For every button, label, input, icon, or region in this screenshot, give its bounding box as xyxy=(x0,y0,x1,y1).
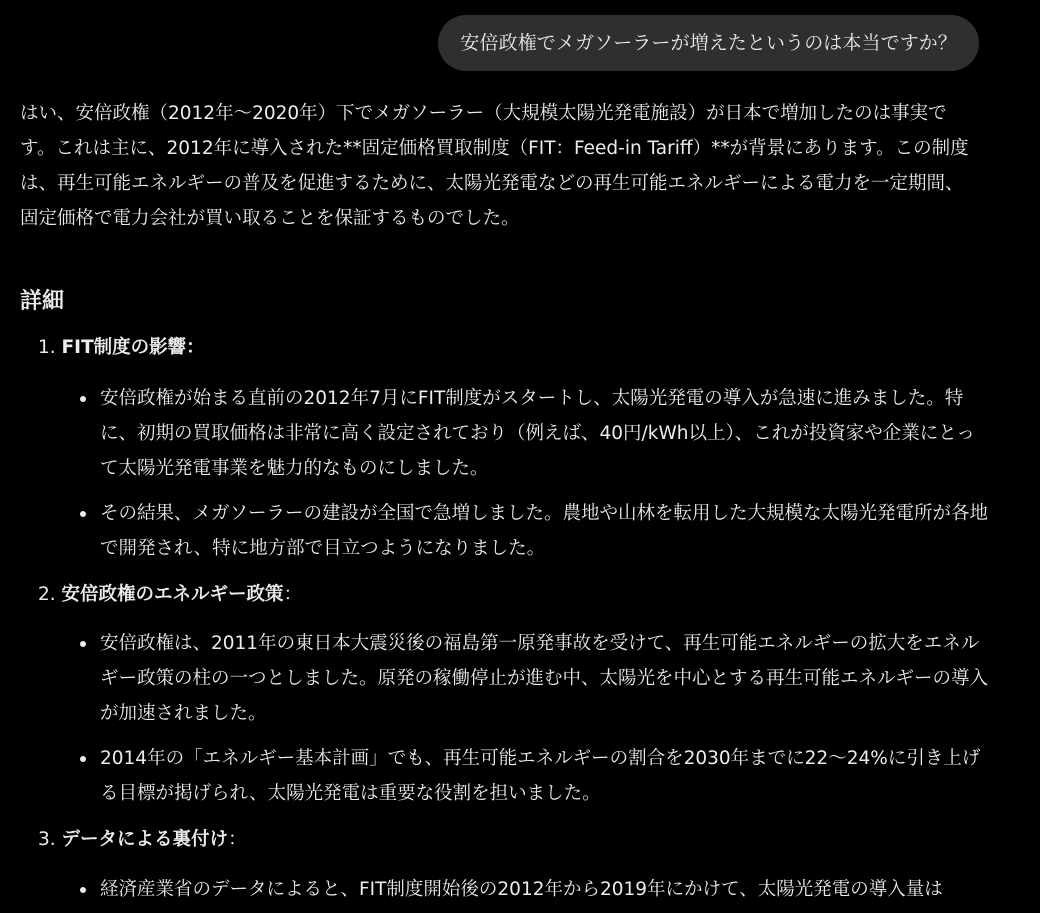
list-item: 安倍政権は、2011年の東日本大震災後の福島第一原発事故を受けて、再生可能エネルギーの拡大をエネルギー政策の柱の一つとしました。原発の稼働停止が進む中、太陽光を中心とする再生可能エネルギーの導入が加速されました。 xyxy=(78,626,990,731)
item-number: 1. xyxy=(38,337,56,358)
user-message-bubble: 安倍政権でメガソーラーが増えたというのは本当ですか？ xyxy=(438,15,979,71)
list-item: 2014年の「エネルギー基本計画」でも、再生可能エネルギーの割合を2030年までに22～24%に引き上げる目標が掲げられ、太陽光発電は重要な役割を担いました。 xyxy=(78,741,990,811)
bullet-list-2 xyxy=(78,626,990,811)
assistant-response xyxy=(20,96,989,900)
response-intro: はい、安倍政権（2012年～2020年）下でメガソーラー（大規模太陽光発電施設）が日本で増加したのは事実です。これは主に、2012年に導入された**固定価格買取制度（FIT：Feed-in Tariff）**が背景にあります。この制度は、再生可能エネルギーの普及を促進するために、太陽光発電などの再生可能エネルギーによる電力を一定期間、固定価格で電力会社が買い取ることを保証するものでした。 xyxy=(20,103,969,229)
list-item: その結果、メガソーラーの建設が全国で急増しました。農地や山林を転用した大規模な太陽光発電所が各地で開発され、特に地方部で目立つようになりました。 xyxy=(78,496,990,566)
section-heading: 詳細 xyxy=(20,289,65,314)
numbered-item-2 xyxy=(38,577,302,612)
item-heading-suffix: ： xyxy=(283,584,303,605)
item-number: 3. xyxy=(38,829,56,850)
item-heading-suffix: ： xyxy=(228,829,247,850)
bullet-list-1 xyxy=(78,381,990,566)
item-heading: FIT制度の影響： xyxy=(61,337,205,358)
numbered-item-1 xyxy=(38,330,205,365)
numbered-item-3 xyxy=(38,822,247,857)
bullet-list-3 xyxy=(78,872,990,907)
list-item: 安倍政権が始まる直前の2012年7月にFIT制度がスタートし、太陽光発電の導入が急速に進みました。特に、初期の買取価格は非常に高く設定されており（例えば、40円/kWh以上）、これが投資家や企業にとって太陽光発電事業を魅力的なものにしました。 xyxy=(78,381,990,486)
item-number: 2. xyxy=(38,584,56,605)
item-heading: 安倍政権のエネルギー政策 xyxy=(61,584,284,605)
item-heading: データによる裏付け xyxy=(61,829,229,850)
list-item: 経済産業省のデータによると、FIT制度開始後の2012年から2019年にかけて、太陽光発電の導入量は xyxy=(78,872,990,907)
